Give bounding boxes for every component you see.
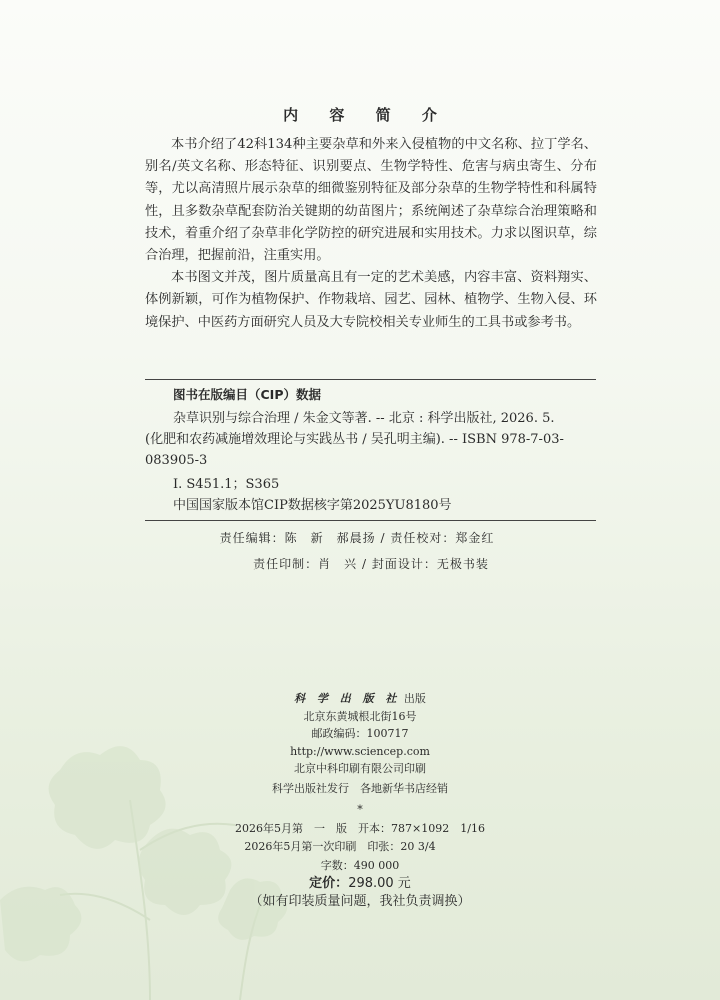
publisher-block xyxy=(0,690,720,910)
summary-body xyxy=(145,134,597,334)
publisher-suffix: 出版 xyxy=(400,692,426,705)
staff-editors: 责任编辑：陈 新 郝晨扬 / 责任校对：郑金红 xyxy=(219,531,495,545)
staff-credits xyxy=(0,525,720,577)
edition-info: 2026年5月第 一 版 开本：787×1092 1/16 xyxy=(235,822,485,836)
summary-paragraph: 本书图文并茂，图片质量高且有一定的艺术美感，内容丰富、资料翔实、体例新颖，可作为植物保护、作物栽培、园艺、园林、植物学、生物入侵、环境保护、中医药方面研究人员及大专院校相关专业师生的工具书或参考书。 xyxy=(145,270,597,330)
cip-bottom-rule xyxy=(145,520,596,521)
price xyxy=(0,875,720,893)
price-value: 298.00 元 xyxy=(348,875,411,891)
cip-classification: Ⅰ. S451.1；S365 xyxy=(173,477,280,492)
summary-title: 内 容 简 介 xyxy=(283,106,450,124)
cip-top-rule xyxy=(145,379,596,380)
publisher-address: 北京东黄城根北街16号 xyxy=(303,709,417,723)
impression-info: 2026年5月第一次印刷 印张：20 3/4 xyxy=(244,839,436,853)
cip-block xyxy=(145,384,597,516)
distribution: 科学出版社发行 各地新华书店经销 xyxy=(272,781,448,795)
publisher-url: http://www.sciencep.com xyxy=(290,744,430,758)
publisher-postcode: 邮政编码：100717 xyxy=(311,727,409,741)
publisher-name: 科 学 出 版 社 xyxy=(294,692,401,705)
price-label: 定价： xyxy=(309,875,349,891)
printer: 北京中科印刷有限公司印刷 xyxy=(294,762,426,776)
publisher-line xyxy=(0,690,720,708)
cip-line: 杂草识别与综合治理 / 朱金文等著. -- 北京 : 科学出版社, 2026. 5. xyxy=(173,411,555,426)
summary-paragraph: 本书介绍了42科134种主要杂草和外来入侵植物的中文名称、拉丁学名、别名/英文名称、形态特征、识别要点、生物学特性、危害与病虫寄生、分布等，尤以高清照片展示杂草的细微鉴别特征及部分杂草的生物学特性和科属特性，且多数杂草配套防治关键期的幼苗图片；系统阐述了杂草综合治理策略和技术，着重介绍了杂草非化学防控的研究进展和实用技术。力求以图识草，综合治理，把握前沿，注重实用。 xyxy=(145,137,597,264)
quality-notice: （如有印装质量问题，我社负责调换） xyxy=(249,893,471,909)
cip-heading: 图书在版编目（CIP）数据 xyxy=(173,387,321,402)
cip-line: (化肥和农药减施增效理论与实践丛书 / 吴孔明主编). -- ISBN 978-7-03- xyxy=(145,432,564,447)
cip-line: 083905-3 xyxy=(145,453,208,468)
word-count: 字数：490 000 xyxy=(320,859,400,873)
cip-record-number: 中国国家版本馆CIP数据核字第2025YU8180号 xyxy=(173,498,452,513)
separator-star: * xyxy=(357,802,363,816)
staff-printing: 责任印制：肖 兴 / 封面设计：无极书装 xyxy=(253,557,489,571)
